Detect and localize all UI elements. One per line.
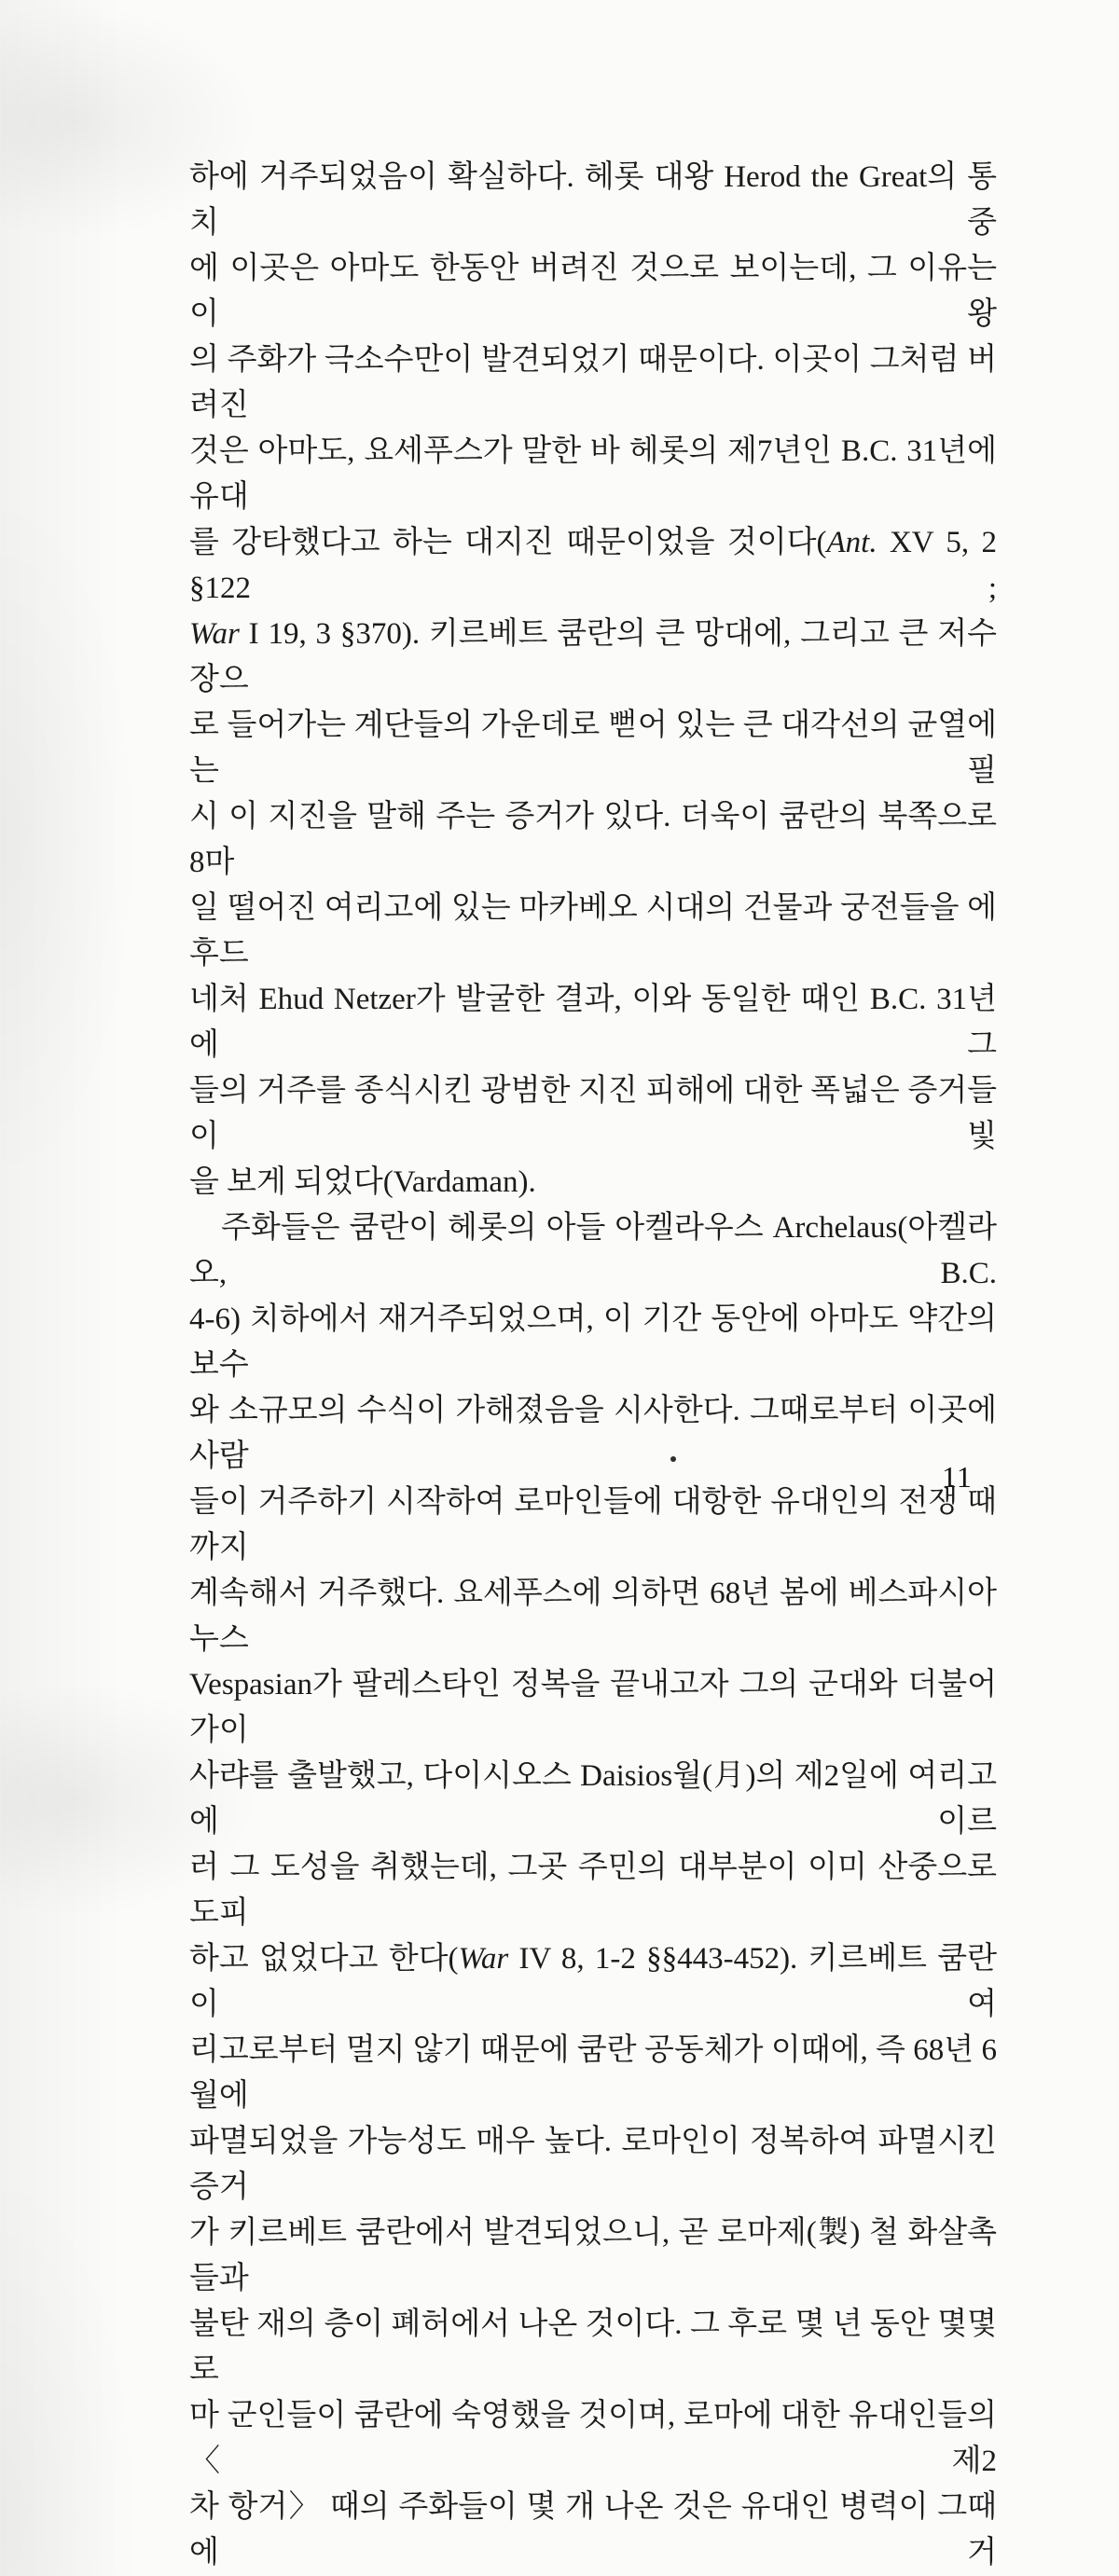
page-number: 11: [942, 1460, 973, 1494]
body-text: 차 항거〉 때의 주화들이 몇 개 나온 것은 유대인 병력이 그때에 거: [189, 2490, 997, 2569]
text-line: [189, 612, 997, 703]
body-text: 불탄 재의 층이 폐허에서 나온 것이다. 그 후로 몇 년 동안 몇몇 로: [189, 2307, 997, 2387]
text-line: [189, 337, 997, 429]
body-text: 들이 거주하기 시작하여 로마인들에 대항한 유대인의 전쟁 때까지: [189, 1485, 997, 1564]
body-text: 의 주화가 극소수만이 발견되었기 때문이다. 이곳이 그처럼 버려진: [189, 343, 997, 422]
body-text: Vespasian가 팔레스타인 정복을 끝내고자 그의 군대와 더불어 가이: [189, 1668, 997, 1747]
body-text: 시 이 지진을 말해 주는 증거가 있다. 더욱이 쿰란의 북쪽으로 8마: [189, 800, 997, 879]
text-line: [189, 703, 997, 794]
body-text: 하고 없었다고 한다(: [189, 1942, 459, 1976]
body-text: 리고로부터 멀지 않기 때문에 쿰란 공동체가 이때에, 즉 68년 6월에: [189, 2033, 997, 2113]
body-text: 네처 Ehud Netzer가 발굴한 결과, 이와 동일한 때인 B.C. 31년에 그: [189, 983, 997, 1062]
text-line: [189, 155, 997, 246]
body-text: 들의 거주를 종식시킨 광범한 지진 피해에 대한 폭넓은 증거들이 빛: [189, 1074, 997, 1153]
text-line: [189, 2393, 997, 2485]
body-text: 마 군인들이 쿰란에 숙영했을 것이며, 로마에 대한 유대인들의 〈제2: [189, 2399, 997, 2478]
text-line: [189, 1571, 997, 1662]
body-text: 로 들어가는 계단들의 가운데로 뻗어 있는 큰 대각선의 균열에는 필: [189, 709, 997, 788]
text-line: [189, 1068, 997, 1160]
text-line: [189, 977, 997, 1068]
body-text: 러 그 도성을 취했는데, 그곳 주민의 대부분이 이미 산중으로 도피: [189, 1851, 997, 1930]
body-text: 을 보게 되었다(Vardaman).: [189, 1165, 536, 1199]
italic-citation-text: War: [189, 617, 240, 651]
body-text: 와 소규모의 수식이 가해졌음을 시사한다. 그때로부터 이곳에 사람: [189, 1394, 997, 1473]
text-line: [189, 2119, 997, 2211]
body-text: 파멸되었을 가능성도 매우 높다. 로마인이 정복하여 파멸시킨 증거: [189, 2125, 997, 2204]
text-line: [189, 246, 997, 337]
text-line: [189, 1297, 997, 1388]
italic-citation-text: Ant.: [826, 526, 877, 559]
text-line: [189, 1845, 997, 1936]
text-line: [189, 1205, 997, 1297]
text-line: [189, 1388, 997, 1480]
body-text: 계속해서 거주했다. 요세푸스에 의하면 68년 봄에 베스파시아누스: [189, 1577, 997, 1656]
body-text: XV 5, 2 §122 ;: [189, 526, 997, 605]
text-line: [189, 1936, 997, 2028]
body-text: 가 키르베트 쿰란에서 발견되었으니, 곧 로마제(製) 철 화살촉들과: [189, 2216, 997, 2295]
body-text: 주화들은 쿰란이 헤롯의 아들 아켈라우스 Archelaus(아켈라오, B.C.: [189, 1211, 997, 1290]
text-line: [189, 2211, 997, 2302]
text-line: [189, 2028, 997, 2119]
text-line: [189, 1160, 997, 1205]
body-text: 4-6) 치하에서 재거주되었으며, 이 기간 동안에 아마도 약간의 보수: [189, 1302, 997, 1382]
text-line: [189, 1480, 997, 1571]
text-line: [189, 1662, 997, 1754]
text-line: [189, 429, 997, 520]
italic-citation-text: War: [458, 1942, 509, 1976]
body-text: 에 이곳은 아마도 한동안 버려진 것으로 보이는데, 그 이유는 이 왕: [189, 252, 997, 331]
body-text: IV 8, 1-2 §§443-452). 키르베트 쿰란이 여: [189, 1942, 998, 2021]
body-text: 를 강타했다고 하는 대지진 때문이었을 것이다(: [189, 526, 827, 559]
body-text: 하에 거주되었음이 확실하다. 헤롯 대왕 Herod the Great의 통치 중: [189, 160, 997, 240]
body-text: 사랴를 출발했고, 다이시오스 Daisios월(月)의 제2일에 여리고에 이르: [189, 1759, 997, 1839]
body-text: 일 떨어진 여리고에 있는 마카베오 시대의 건물과 궁전들을 에후드: [189, 891, 997, 971]
ink-dot-artifact: [670, 1456, 676, 1462]
body-text: 것은 아마도, 요세푸스가 말한 바 헤롯의 제7년인 B.C. 31년에 유대: [189, 434, 997, 514]
text-line: [189, 520, 997, 612]
text-line: [189, 1754, 997, 1845]
body-text: I 19, 3 §370). 키르베트 쿰란의 큰 망대에, 그리고 큰 저수장으: [189, 617, 997, 696]
text-block: [189, 155, 997, 2576]
text-line: [189, 2302, 997, 2393]
text-line: [189, 2485, 997, 2576]
text-line: [189, 886, 997, 977]
text-line: [189, 794, 997, 886]
